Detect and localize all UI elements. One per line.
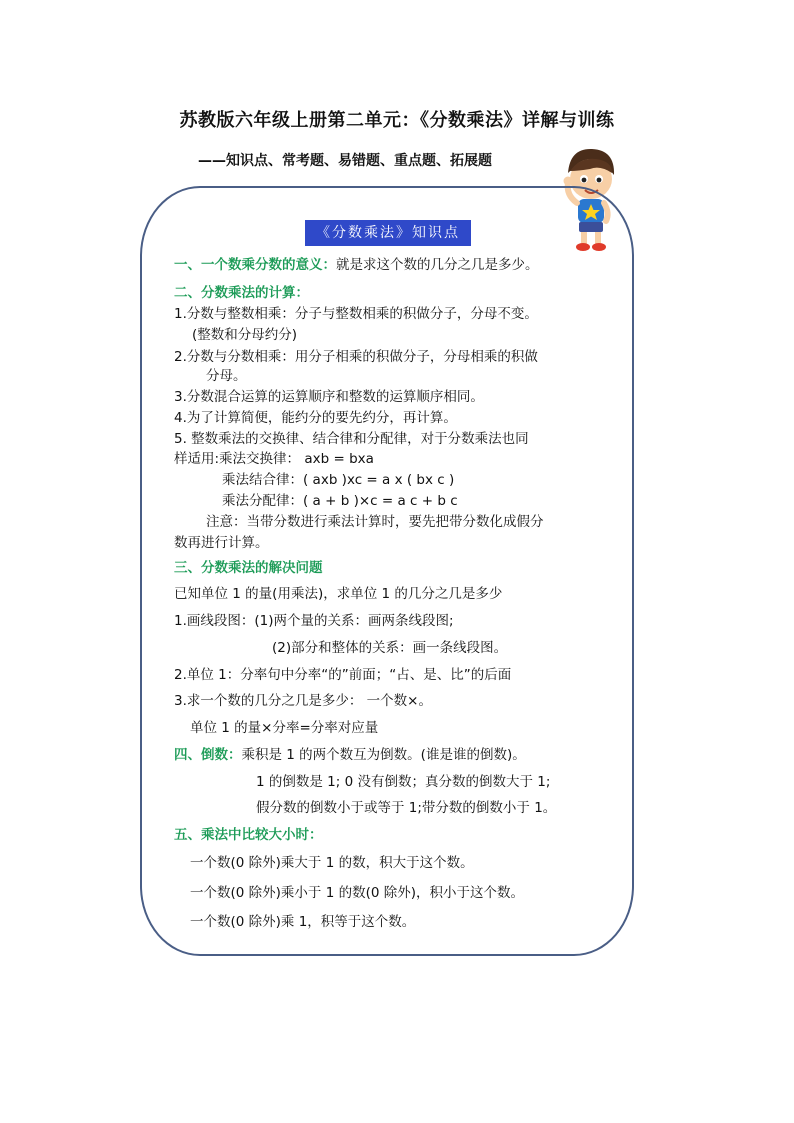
section-heading: 一、一个数乘分数的意义： bbox=[174, 257, 336, 273]
text-line: 数再进行计算。 bbox=[174, 535, 269, 551]
text-line: 假分数的倒数小于或等于 1;带分数的倒数小于 1。 bbox=[256, 800, 557, 816]
text-line: 5. 整数乘法的交换律、结合律和分配律，对于分数乘法也同 bbox=[174, 431, 529, 447]
text-line: 分母。 bbox=[206, 368, 247, 384]
text-line: 3.分数混合运算的运算顺序和整数的运算顺序相同。 bbox=[174, 389, 484, 405]
section-heading: 二、分数乘法的计算： bbox=[174, 285, 309, 301]
text-line: 乘法结合律：( axb )xc = a x ( bx c ) bbox=[222, 472, 455, 488]
knowledge-points-title: 《分数乘法》知识点 bbox=[305, 220, 471, 246]
text-line: 样适用:乘法交换律： axb = bxa bbox=[174, 451, 374, 467]
text-line: 单位 1 的量×分率=分率对应量 bbox=[190, 720, 379, 736]
text-line: 4.为了计算简便，能约分的要先约分，再计算。 bbox=[174, 410, 457, 426]
page-subtitle: ——知识点、常考题、易错题、重点题、拓展题 bbox=[198, 153, 492, 169]
text-line: 乘法分配律：( a + b )×c = a c + b c bbox=[222, 493, 458, 509]
text-line: 1.画线段图：(1)两个量的关系：画两条线段图; bbox=[174, 613, 454, 629]
section-heading: 三、分数乘法的解决问题 bbox=[174, 560, 323, 576]
section-heading: 四、倒数： bbox=[174, 747, 242, 763]
text-line: 2.分数与分数相乘：用分子相乘的积做分子，分母相乘的积做 bbox=[174, 349, 538, 365]
text-line: 3.求一个数的几分之几是多少： 一个数×。 bbox=[174, 693, 432, 709]
section-heading: 五、乘法中比较大小时： bbox=[174, 827, 323, 843]
text-line: 1 的倒数是 1; 0 没有倒数；真分数的倒数大于 1; bbox=[256, 774, 551, 790]
text-line: 一个数(0 除外)乘 1，积等于这个数。 bbox=[190, 914, 416, 930]
text-line: (2)部分和整体的关系：画一条线段图。 bbox=[272, 640, 508, 656]
page-title: 苏教版六年级上册第二单元：《分数乘法》详解与训练 bbox=[179, 110, 615, 131]
text-line: (整数和分母约分) bbox=[192, 327, 298, 343]
text-line: 2.单位 1：分率句中分率“的”前面；“占、是、比”的后面 bbox=[174, 667, 512, 683]
text-line: 注意：当带分数进行乘法计算时，要先把带分数化成假分 bbox=[206, 514, 544, 530]
text-line: 1.分数与整数相乘：分子与整数相乘的积做分子，分母不变。 bbox=[174, 306, 538, 322]
text-line: 一个数(0 除外)乘小于 1 的数(0 除外)，积小于这个数。 bbox=[190, 885, 524, 901]
text-line: 就是求这个数的几分之几是多少。 bbox=[336, 257, 539, 273]
text-line: 乘积是 1 的两个数互为倒数。(谁是谁的倒数)。 bbox=[241, 747, 526, 763]
text-line: 已知单位 1 的量(用乘法)，求单位 1 的几分之几是多少 bbox=[174, 586, 503, 602]
text-line: 一个数(0 除外)乘大于 1 的数，积大于这个数。 bbox=[190, 855, 474, 871]
